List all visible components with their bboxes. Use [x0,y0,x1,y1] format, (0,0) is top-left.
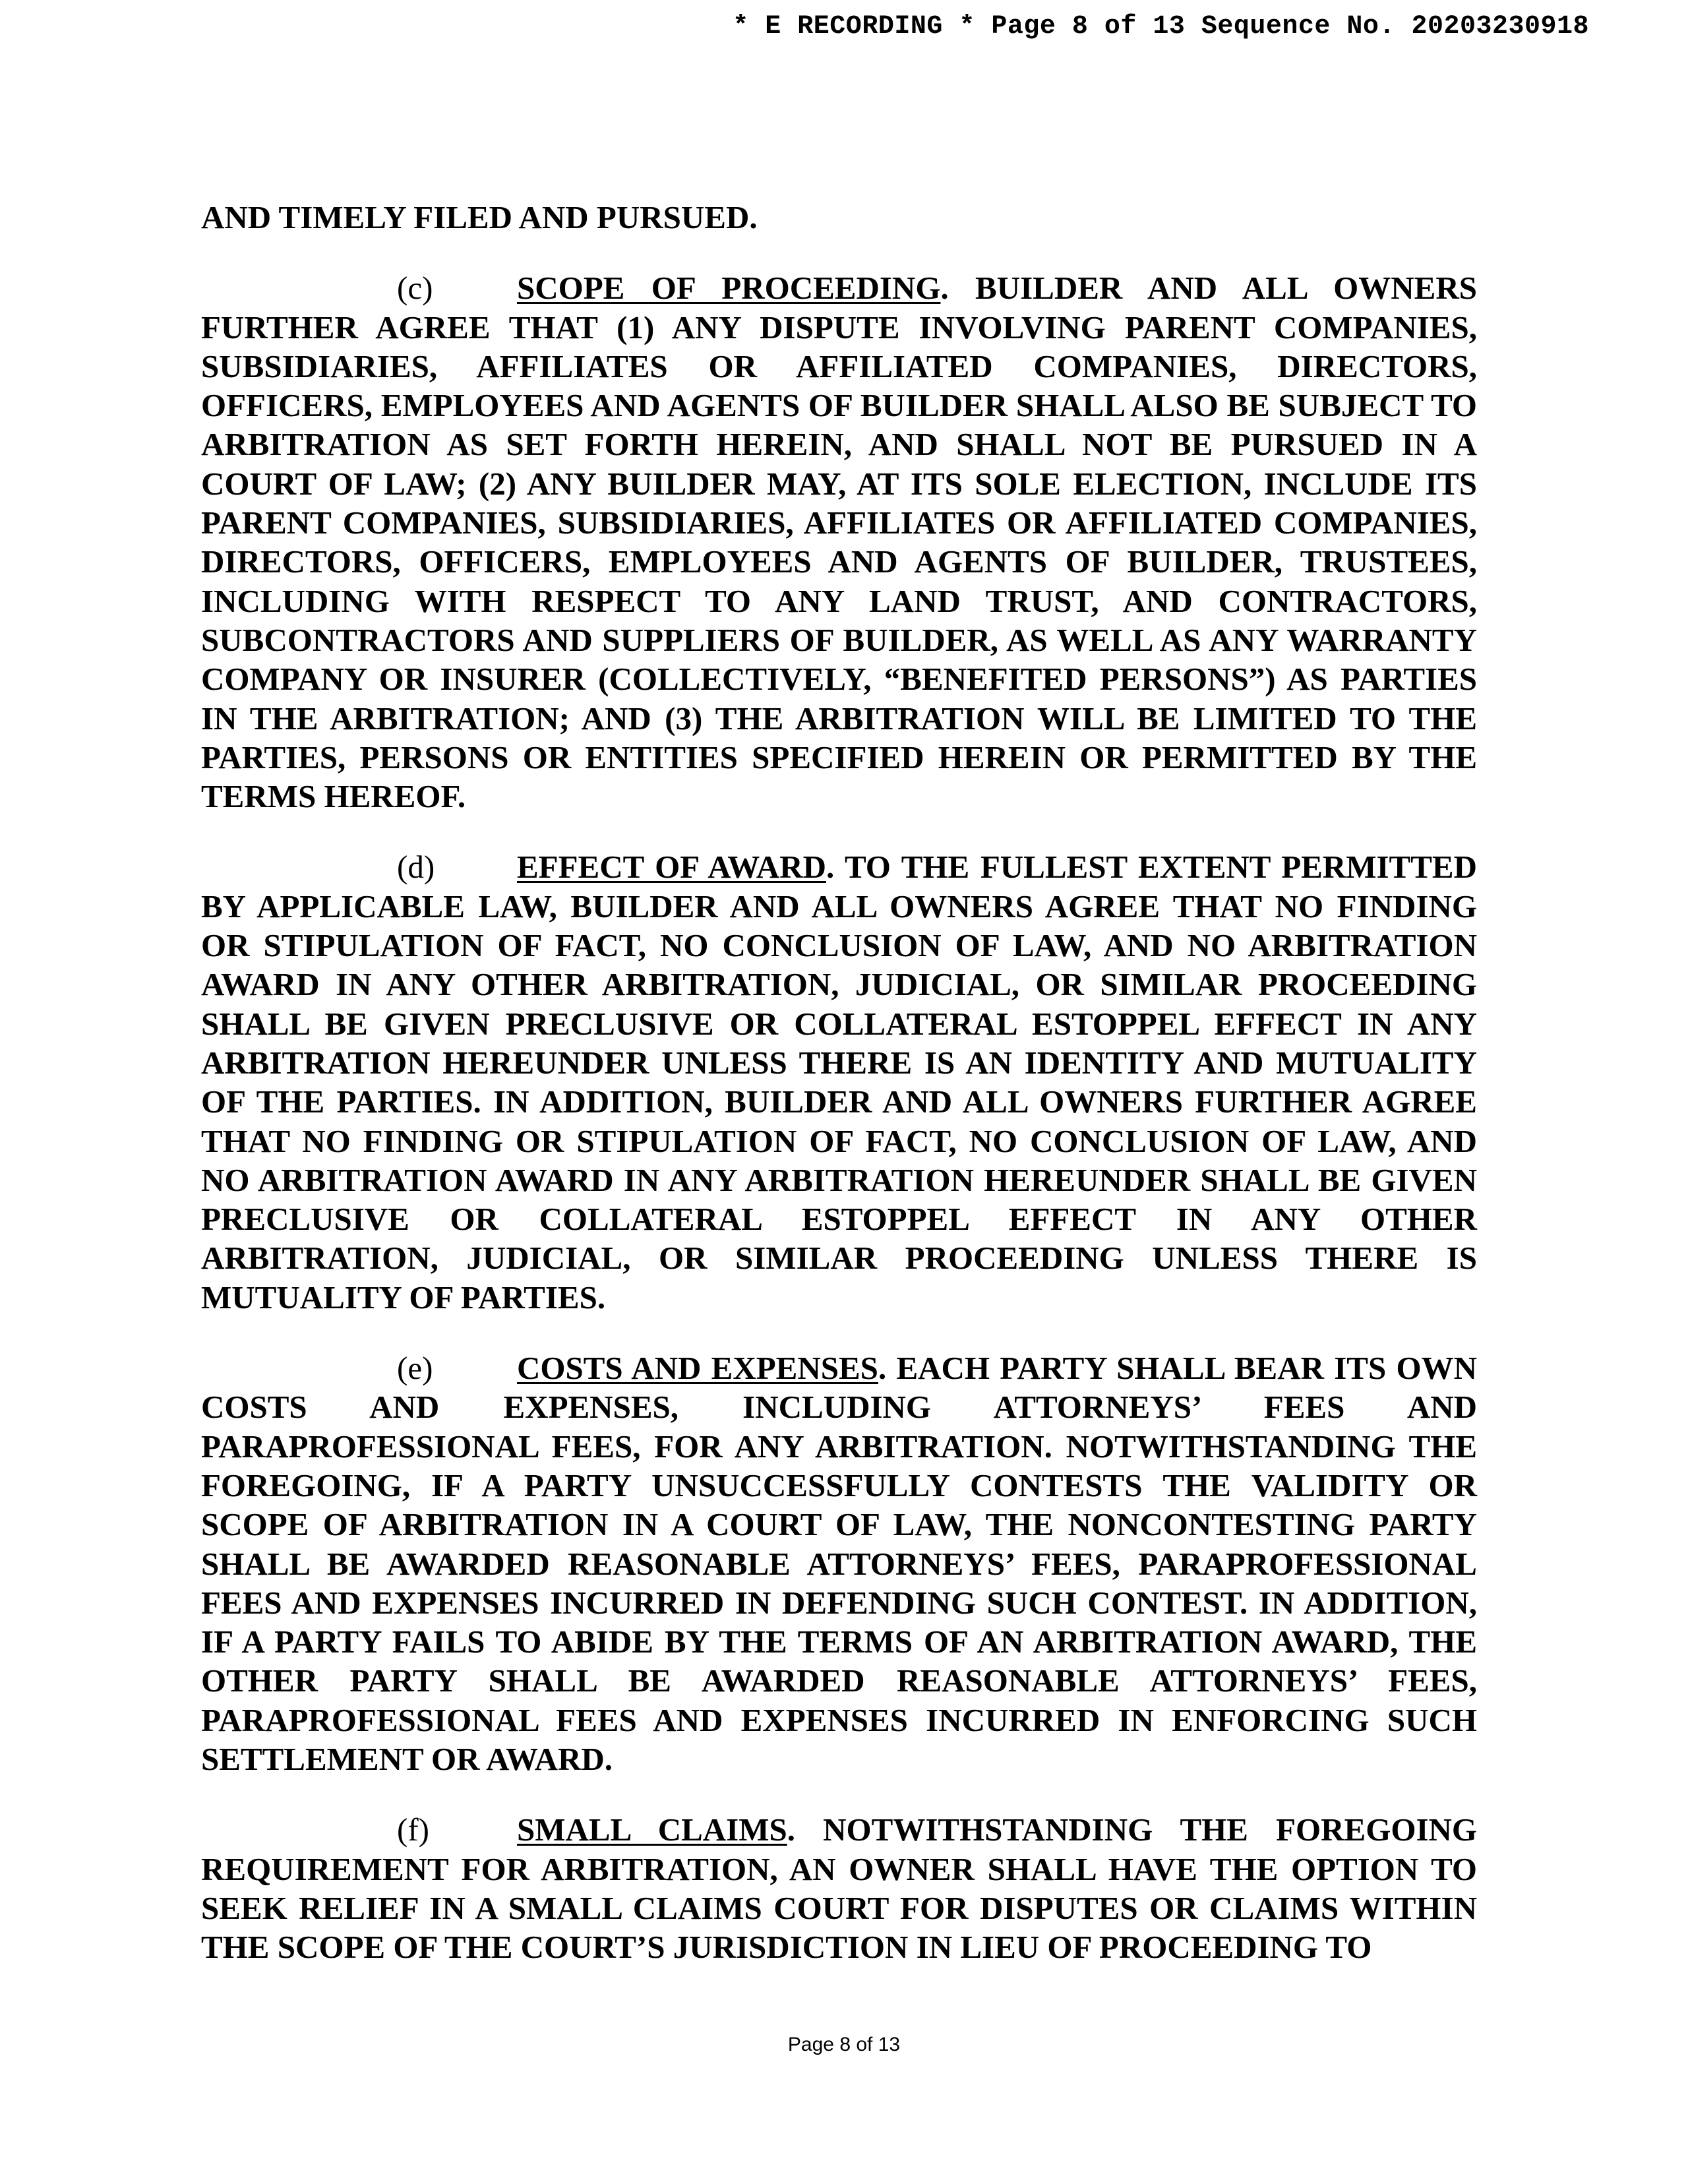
paragraph-d-heading: EFFECT OF AWARD [517,849,826,886]
paragraph-e [201,1349,1477,1778]
paragraph-e-label: (e) [397,1350,433,1387]
paragraph-f-label: (f) [397,1811,429,1848]
recording-stamp: * E RECORDING * Page 8 of 13 Sequence No. 20203230918 [733,12,1589,42]
paragraph-c-heading: SCOPE OF PROCEEDING [517,270,941,307]
paragraph-c [201,268,1477,816]
paragraph-e-text: . EACH PARTY SHALL BEAR ITS OWN COSTS AND EXPENSES, INCLUDING ATTORNEYS’ FEES AND PARAPROFESSIONAL FEES, FOR ANY ARBITRATION. NOTWITHSTANDING THE FOREGOING, IF A PARTY UNSUCCESSFULLY CONTESTS THE VALIDITY OR SCOPE OF ARBITRATION IN A COURT OF LAW, THE NONCONTESTING PARTY SHALL BE AWARDED REASONABLE ATTORNEYS’ FEES, PARAPROFESSIONAL FEES AND EXPENSES INCURRED IN DEFENDING SUCH CONTEST. IN ADDITION, IF A PARTY FAILS TO ABIDE BY THE TERMS OF AN ARBITRATION AWARD, THE OTHER PARTY SHALL BE AWARDED REASONABLE ATTORNEYS’ FEES, PARAPROFESSIONAL FEES AND EXPENSES INCURRED IN ENFORCING SUCH SETTLEMENT OR AWARD. [201,1350,1477,1777]
paragraph-d-label: (d) [397,849,435,886]
paragraph-e-heading: COSTS AND EXPENSES [517,1350,878,1387]
paragraph-d [201,847,1477,1317]
paragraph-f-text: . NOTWITHSTANDING THE FOREGOING REQUIREMENT FOR ARBITRATION, AN OWNER SHALL HAVE THE OPTION TO SEEK RELIEF IN A SMALL CLAIMS COURT FOR DISPUTES OR CLAIMS WITHIN THE SCOPE OF THE COURT’S JURISDICTION IN LIEU OF PROCEEDING TO [201,1811,1478,1966]
page-number-footer: Page 8 of 13 [787,2034,901,2055]
paragraph-f-heading: SMALL CLAIMS [517,1811,787,1848]
paragraph-d-text: . TO THE FULLEST EXTENT PERMITTED BY APPLICABLE LAW, BUILDER AND ALL OWNERS AGREE THAT NO FINDING OR STIPULATION OF FACT, NO CONCLUSION OF LAW, AND NO ARBITRATION AWARD IN ANY OTHER ARBITRATION, JUDICIAL, OR SIMILAR PROCEEDING SHALL BE GIVEN PRECLUSIVE OR COLLATERAL ESTOPPEL EFFECT IN ANY ARBITRATION HEREUNDER UNLESS THERE IS AN IDENTITY AND MUTUALITY OF THE PARTIES. IN ADDITION, BUILDER AND ALL OWNERS FURTHER AGREE THAT NO FINDING OR STIPULATION OF FACT, NO CONCLUSION OF LAW, AND NO ARBITRATION AWARD IN ANY ARBITRATION HEREUNDER SHALL BE GIVEN PRECLUSIVE OR COLLATERAL ESTOPPEL EFFECT IN ANY OTHER ARBITRATION, JUDICIAL, OR SIMILAR PROCEEDING UNLESS THERE IS MUTUALITY OF PARTIES. [201,849,1477,1316]
paragraph-c-text: . BUILDER AND ALL OWNERS FURTHER AGREE THAT (1) ANY DISPUTE INVOLVING PARENT COMPANIES, SUBSIDIARIES, AFFILIATES OR AFFILIATED COMPANIES, DIRECTORS, OFFICERS, EMPLOYEES AND AGENTS OF BUILDER SHALL ALSO BE SUBJECT TO ARBITRATION AS SET FORTH HEREIN, AND SHALL NOT BE PURSUED IN A COURT OF LAW; (2) ANY BUILDER MAY, AT ITS SOLE ELECTION, INCLUDE ITS PARENT COMPANIES, SUBSIDIARIES, AFFILIATES OR AFFILIATED COMPANIES, DIRECTORS, OFFICERS, EMPLOYEES AND AGENTS OF BUILDER, TRUSTEES, INCLUDING WITH RESPECT TO ANY LAND TRUST, AND CONTRACTORS, SUBCONTRACTORS AND SUPPLIERS OF BUILDER, AS WELL AS ANY WARRANTY COMPANY OR INSURER (COLLECTIVELY, “BENEFITED PERSONS”) AS PARTIES IN THE ARBITRATION; AND (3) THE ARBITRATION WILL BE LIMITED TO THE PARTIES, PERSONS OR ENTITIES SPECIFIED HEREIN OR PERMITTED BY THE TERMS HEREOF. [201,270,1477,815]
paragraph-c-label: (c) [397,270,433,307]
document-body [201,198,1477,1966]
paragraph-f [201,1810,1477,1966]
paragraph-intro: AND TIMELY FILED AND PURSUED. [201,199,758,235]
